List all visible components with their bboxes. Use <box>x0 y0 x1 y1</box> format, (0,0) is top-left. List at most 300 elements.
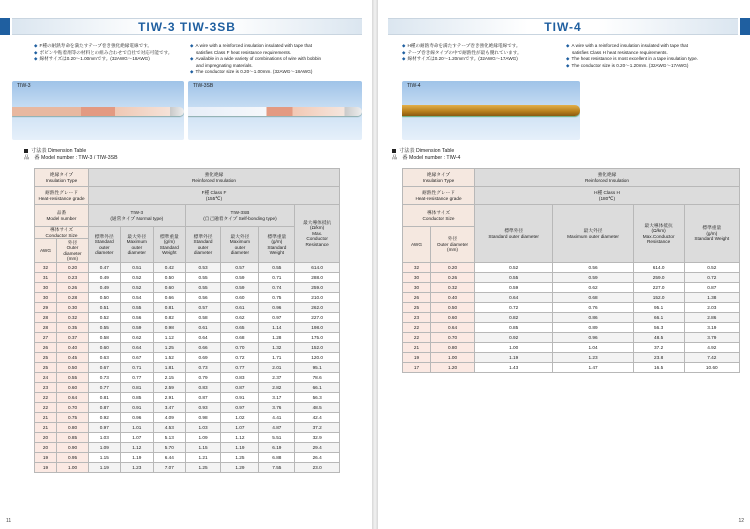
table-row <box>403 343 740 353</box>
cell-outer-diameter: 0.30 <box>57 303 89 313</box>
cell-value: 0.50 <box>89 293 121 303</box>
cell-value: 0.73 <box>89 373 121 383</box>
cell-outer-diameter: 0.32 <box>57 313 89 323</box>
cell-value: 3.76 <box>259 403 295 413</box>
wire-image <box>188 107 362 116</box>
cell-outer-diameter: 0.55 <box>57 373 89 383</box>
note-en-1: A wire with a reinforced insulation insulated with tape that <box>195 43 312 48</box>
cell-value: 0.74 <box>259 283 295 293</box>
hdr-insulation-value: 強化絶縁 Reinforced Insulation <box>475 169 740 187</box>
cell-value: 614.0 <box>295 263 340 273</box>
cell-value: 0.85 <box>475 323 553 333</box>
model-line: 品 番 Model number : TIW-3 / TIW-3SB <box>24 155 118 161</box>
table-row <box>403 323 740 333</box>
cell-value: 4.53 <box>154 423 186 433</box>
cell-value: 1.09 <box>185 433 221 443</box>
cell-awg: 20 <box>35 443 57 453</box>
cell-value: 0.76 <box>553 303 633 313</box>
cell-outer-diameter: 0.70 <box>57 403 89 413</box>
cell-outer-diameter: 0.85 <box>57 433 89 443</box>
model-line: 品 番 Model number : TIW-4 <box>392 155 461 161</box>
cell-value: 3.19 <box>684 323 739 333</box>
table-row <box>35 413 340 423</box>
cell-value: 0.72 <box>475 303 553 313</box>
cell-value: 32.9 <box>295 433 340 443</box>
cell-value: 0.79 <box>185 373 221 383</box>
cell-value: 1.47 <box>553 363 633 373</box>
cell-value: 0.52 <box>120 273 153 283</box>
table-row <box>403 363 740 373</box>
cell-value: 0.59 <box>221 283 259 293</box>
cell-value: 198.0 <box>295 323 340 333</box>
cell-value: 0.77 <box>89 383 121 393</box>
hdr-std-od-b: 標準外径 Standard outer diameter <box>185 227 221 263</box>
cell-value: 0.91 <box>120 403 153 413</box>
cell-awg: 22 <box>403 323 431 333</box>
cell-value: 37.2 <box>295 423 340 433</box>
photo-caption: TIW-3SB <box>193 83 214 89</box>
cell-value: 0.97 <box>221 403 259 413</box>
note-jp-1: F種の耐熱寿命を満たすテープ巻き強化絶縁電線です。 <box>39 43 153 48</box>
cell-value: 0.92 <box>475 333 553 343</box>
hdr-model: 品番 Model number <box>35 205 89 227</box>
cell-outer-diameter: 0.80 <box>431 343 475 353</box>
table-row <box>35 463 340 473</box>
cell-value: 0.58 <box>185 313 221 323</box>
cell-value: 1.12 <box>154 333 186 343</box>
table-heading-left <box>24 148 118 162</box>
cell-value: 2.03 <box>684 303 739 313</box>
cell-value: 1.09 <box>89 443 121 453</box>
cell-value: 0.56 <box>185 293 221 303</box>
cell-value: 0.57 <box>185 303 221 313</box>
cell-value: 2.82 <box>259 383 295 393</box>
cell-awg: 27 <box>35 333 57 343</box>
note-jp-1: H種の耐熱寿命を満たすテープ巻き強化絶縁電線です。 <box>407 43 521 48</box>
page-number-right: 12 <box>738 518 744 524</box>
table-row <box>35 273 340 283</box>
photo-tiw4 <box>402 81 580 140</box>
cell-value: 95.1 <box>633 303 684 313</box>
cell-outer-diameter: 0.50 <box>431 303 475 313</box>
page-number-left: 11 <box>6 518 12 524</box>
cell-value: 259.0 <box>633 273 684 283</box>
cell-outer-diameter: 0.64 <box>431 323 475 333</box>
cell-value: 0.67 <box>120 353 153 363</box>
wire-image <box>12 107 184 116</box>
cell-outer-diameter: 0.23 <box>57 273 89 283</box>
cell-value: 56.3 <box>295 393 340 403</box>
cell-awg: 28 <box>35 313 57 323</box>
cell-value: 5.13 <box>154 433 186 443</box>
cell-value: 0.98 <box>154 323 186 333</box>
cell-outer-diameter: 0.20 <box>431 263 475 273</box>
photo-caption: TIW-3 <box>17 83 31 89</box>
table-row <box>403 293 740 303</box>
cell-value: 1.25 <box>154 343 186 353</box>
cell-value: 0.55 <box>475 273 553 283</box>
cell-value: 2.01 <box>259 363 295 373</box>
cell-value: 0.89 <box>553 323 633 333</box>
cell-value: 1.19 <box>89 463 121 473</box>
cell-value: 0.65 <box>221 323 259 333</box>
cell-value: 0.87 <box>89 403 121 413</box>
cell-value: 227.0 <box>633 283 684 293</box>
table-row <box>35 303 340 313</box>
cell-awg: 28 <box>35 323 57 333</box>
cell-value: 1.03 <box>89 433 121 443</box>
cell-value: 0.71 <box>120 363 153 373</box>
note-en-1: A wire with a reinforced insulation insulated with tape that <box>571 43 688 48</box>
cell-value: 4.09 <box>154 413 186 423</box>
hdr-weight: 標準重量 (g/m) Standard Weight <box>684 205 739 263</box>
cell-value: 23.8 <box>633 353 684 363</box>
cell-value: 6.19 <box>259 443 295 453</box>
cell-value: 0.70 <box>221 343 259 353</box>
cell-outer-diameter: 1.00 <box>431 353 475 363</box>
hdr-weight-b: 標準重量 (g/m) Standard Weight <box>259 227 295 263</box>
right-page <box>378 0 750 529</box>
cell-value: 0.52 <box>89 313 121 323</box>
cell-value: 1.52 <box>154 353 186 363</box>
cell-value: 0.71 <box>259 273 295 283</box>
hdr-outer-diameter: 外径 Outer diameter (mm) <box>431 227 475 263</box>
cell-value: 1.07 <box>221 423 259 433</box>
dimension-table-right <box>402 168 740 373</box>
cell-awg: 30 <box>35 283 57 293</box>
cell-value: 0.47 <box>89 263 121 273</box>
table-row <box>35 353 340 363</box>
cell-value: 1.04 <box>553 343 633 353</box>
cell-value: 0.52 <box>684 263 739 273</box>
table-row <box>35 363 340 373</box>
cell-value: 6.44 <box>154 453 186 463</box>
cell-value: 2.59 <box>154 383 186 393</box>
table-row <box>35 453 340 463</box>
hdr-insulation-value: 強化絶縁 Reinforced Insulation <box>89 169 340 187</box>
cell-value: 66.1 <box>633 313 684 323</box>
cell-awg: 26 <box>35 343 57 353</box>
table-row <box>35 423 340 433</box>
cell-outer-diameter: 0.64 <box>57 393 89 403</box>
cell-awg: 31 <box>35 273 57 283</box>
table-row <box>35 383 340 393</box>
cell-value: 0.82 <box>154 313 186 323</box>
cell-awg: 22 <box>35 393 57 403</box>
cell-value: 1.02 <box>221 413 259 423</box>
note-jp-2: テープ巻き線タイプの中で耐熱性が最も優れています。 <box>407 49 522 55</box>
cell-value: 2.86 <box>684 313 739 323</box>
cell-value: 0.96 <box>553 333 633 343</box>
cell-value: 16.5 <box>633 363 684 373</box>
cell-awg: 21 <box>35 423 57 433</box>
note-en-3: The heat resistance is most excellent in a tape insulation type. <box>571 56 698 62</box>
hdr-outer-diameter: 外径 Outer diameter (mm) <box>57 239 89 263</box>
note-jp-3: 線材サイズは0.20～1.00mmです。(32AWG～18AWG) <box>39 56 150 62</box>
cell-value: 0.96 <box>259 303 295 313</box>
cell-value: 0.50 <box>154 273 186 283</box>
cell-value: 0.53 <box>185 263 221 273</box>
table-row <box>35 443 340 453</box>
dimension-table-left <box>34 168 340 473</box>
cell-awg: 32 <box>35 263 57 273</box>
cell-value: 259.0 <box>295 283 340 293</box>
cell-outer-diameter: 0.60 <box>57 383 89 393</box>
cell-value: 95.1 <box>295 363 340 373</box>
cell-value: 0.62 <box>553 283 633 293</box>
cell-outer-diameter: 0.70 <box>431 333 475 343</box>
cell-value: 0.98 <box>185 413 221 423</box>
cell-outer-diameter: 0.75 <box>57 413 89 423</box>
cell-value: 42.4 <box>295 413 340 423</box>
cell-value: 0.72 <box>684 273 739 283</box>
cell-value: 175.0 <box>295 333 340 343</box>
cell-value: 0.60 <box>89 343 121 353</box>
cell-value: 48.5 <box>295 403 340 413</box>
cell-value: 0.85 <box>120 393 153 403</box>
cell-awg: 17 <box>403 363 431 373</box>
cell-value: 0.62 <box>221 313 259 323</box>
cell-value: 10.60 <box>684 363 739 373</box>
cell-value: 1.07 <box>120 433 153 443</box>
cell-awg: 20 <box>35 433 57 443</box>
note-en-4: and impregnating materials. <box>196 62 253 68</box>
table-title: 寸法表 Dimension Table <box>31 148 87 154</box>
cell-value: 0.83 <box>221 373 259 383</box>
cell-value: 0.64 <box>185 333 221 343</box>
cell-value: 7.07 <box>154 463 186 473</box>
cell-outer-diameter: 0.28 <box>57 293 89 303</box>
cell-value: 0.55 <box>120 303 153 313</box>
cell-value: 152.0 <box>633 293 684 303</box>
table-row <box>35 393 340 403</box>
cell-value: 1.12 <box>221 433 259 443</box>
cell-value: 1.21 <box>185 453 221 463</box>
hdr-resistance: 最大導体抵抗 (Ω/km) Max. Conductor Resistance <box>295 205 340 263</box>
cell-awg: 32 <box>403 263 431 273</box>
cell-awg: 30 <box>403 273 431 283</box>
cell-value: 0.63 <box>89 353 121 363</box>
cell-value: 26.4 <box>295 453 340 463</box>
note-en-4: The conductor size is 0.20～1.20mm. (32AWG～17AWG) <box>571 62 689 68</box>
cell-value: 7.42 <box>684 353 739 363</box>
cell-value: 0.72 <box>221 353 259 363</box>
cell-value: 0.86 <box>553 313 633 323</box>
cell-value: 1.19 <box>120 453 153 463</box>
hdr-conductor-size: 導体サイズ Conductor Size <box>35 227 89 239</box>
cell-outer-diameter: 0.90 <box>57 443 89 453</box>
hdr-max-od-b: 最大外径 Maximum outer diameter <box>221 227 259 263</box>
table-row <box>403 283 740 293</box>
cell-value: 0.81 <box>154 303 186 313</box>
cell-value: 1.00 <box>475 343 553 353</box>
cell-value: 1.14 <box>259 323 295 333</box>
hdr-awg: AWG <box>403 227 431 263</box>
cell-value: 0.59 <box>475 283 553 293</box>
cell-value: 0.87 <box>221 383 259 393</box>
hdr-std-od-a: 標準外径 Standard outer diameter <box>89 227 121 263</box>
cell-value: 1.25 <box>185 463 221 473</box>
cell-value: 0.87 <box>684 283 739 293</box>
page-title-right: TIW-4 <box>388 18 738 35</box>
cell-outer-diameter: 1.20 <box>431 363 475 373</box>
table-row <box>403 273 740 283</box>
cell-awg: 25 <box>35 353 57 363</box>
notes-en-left: ◆ A wire with a reinforced insulation insulated with tape that satisfies Class F heat resistance requirements. ◆ Available in a wide variety of combinations of wire with bobbin and impregnating materials. ◆ The conductor size is 0.20～1.00mm. (32AWG～18AWG) <box>190 43 366 76</box>
hdr-max-od: 最大外径 Maximum outer diameter <box>553 205 633 263</box>
cell-awg: 26 <box>403 293 431 303</box>
hdr-model-tiw3: TIW-3 (通常タイプ Normal type) <box>89 205 186 227</box>
cell-awg: 23 <box>403 313 431 323</box>
cell-value: 1.03 <box>185 423 221 433</box>
note-en-2: satisfies Class H heat resistance requirements. <box>572 49 668 55</box>
cell-outer-diameter: 0.60 <box>431 313 475 323</box>
table-title: 寸法表 Dimension Table <box>399 148 455 154</box>
cell-awg: 24 <box>35 373 57 383</box>
cell-value: 1.81 <box>154 363 186 373</box>
cell-value: 0.49 <box>89 283 121 293</box>
notes-jp-left: ◆ F種の耐熱寿命を満たすテープ巻き強化絶縁電線です。 ◆ ボビンや粘着剤等の材料との組み合わせで自社で対応可能です。 ◆ 線材サイズは0.20～1.00mmです。(32AWG～18AWG) <box>34 43 173 62</box>
cell-outer-diameter: 0.32 <box>431 283 475 293</box>
cell-value: 7.55 <box>259 463 295 473</box>
cell-value: 0.57 <box>221 263 259 273</box>
notes-jp-right: ◆ H種の耐熱寿命を満たすテープ巻き強化絶縁電線です。 ◆ テープ巻き線タイプの中で耐熱性が最も優れています。 ◆ 線材サイズは0.20～1.20mmです。(32AWG～17AWG) <box>402 43 522 62</box>
hdr-grade-value: H種 Class H (180℃) <box>475 187 740 205</box>
cell-outer-diameter: 0.26 <box>57 283 89 293</box>
cell-value: 1.23 <box>120 463 153 473</box>
table-row <box>403 303 740 313</box>
table-row <box>35 433 340 443</box>
cell-value: 3.47 <box>154 403 186 413</box>
cell-value: 0.42 <box>154 263 186 273</box>
hdr-model-tiw3sb: TIW-3SB (自己融着タイプ Self-bonding type) <box>185 205 295 227</box>
cell-value: 5.51 <box>259 433 295 443</box>
page-title-left: TIW-3 TIW-3SB <box>12 18 362 35</box>
cell-value: 0.49 <box>89 273 121 283</box>
cell-value: 2.37 <box>259 373 295 383</box>
cell-value: 227.0 <box>295 313 340 323</box>
cell-value: 0.68 <box>221 333 259 343</box>
cell-value: 1.15 <box>89 453 121 463</box>
cell-value: 1.23 <box>553 353 633 363</box>
table-row <box>35 403 340 413</box>
photo-tiw3 <box>12 81 184 140</box>
hdr-grade-value: F種 Class F (155℃) <box>89 187 340 205</box>
cell-value: 0.59 <box>553 273 633 283</box>
table-row <box>35 323 340 333</box>
cell-value: 4.92 <box>684 343 739 353</box>
cell-value: 0.59 <box>221 273 259 283</box>
cell-awg: 21 <box>403 343 431 353</box>
cell-value: 1.01 <box>120 423 153 433</box>
hdr-grade: 耐熱性グレード Heat-resistance grade <box>35 187 89 205</box>
cell-value: 4.87 <box>259 423 295 433</box>
cell-value: 0.81 <box>89 393 121 403</box>
hdr-weight-a: 標準重量 (g/m) Standard Weight <box>154 227 186 263</box>
cell-value: 0.92 <box>89 413 121 423</box>
cell-value: 0.77 <box>120 373 153 383</box>
cell-outer-diameter: 0.40 <box>57 343 89 353</box>
cell-value: 0.96 <box>120 413 153 423</box>
cell-value: 2.15 <box>154 373 186 383</box>
hdr-resistance: 最大導体抵抗 (Ω/km) Max.Conductor Resistance <box>633 205 684 263</box>
cell-value: 23.0 <box>295 463 340 473</box>
cell-awg: 23 <box>35 383 57 393</box>
cell-awg: 29 <box>35 303 57 313</box>
table-row <box>35 313 340 323</box>
cell-outer-diameter: 0.50 <box>57 363 89 373</box>
cell-value: 3.79 <box>684 333 739 343</box>
hdr-conductor-size: 導体サイズ Conductor Size <box>403 205 475 227</box>
cell-awg: 30 <box>35 293 57 303</box>
cell-value: 1.15 <box>185 443 221 453</box>
note-en-2: satisfies Class F heat resistance requirements. <box>196 49 292 55</box>
cell-value: 0.52 <box>120 283 153 293</box>
cell-awg: 21 <box>35 413 57 423</box>
cell-value: 56.3 <box>633 323 684 333</box>
cell-value: 0.97 <box>259 313 295 323</box>
cell-awg: 25 <box>403 303 431 313</box>
cell-value: 37.2 <box>633 343 684 353</box>
table-row <box>403 333 740 343</box>
cell-outer-diameter: 1.00 <box>57 463 89 473</box>
cell-value: 1.32 <box>259 343 295 353</box>
cell-value: 0.66 <box>185 343 221 353</box>
cell-value: 0.93 <box>185 403 221 413</box>
cell-awg: 25 <box>35 363 57 373</box>
cell-awg: 19 <box>35 453 57 463</box>
cell-outer-diameter: 0.37 <box>57 333 89 343</box>
cell-value: 0.52 <box>475 263 553 273</box>
hdr-grade: 耐熱性グレード Heat-resistance grade <box>403 187 475 205</box>
note-jp-3: 線材サイズは0.20～1.20mmです。(32AWG～17AWG) <box>407 56 518 62</box>
photo-tiw3sb <box>188 81 362 140</box>
table-row <box>35 343 340 353</box>
table-row <box>403 263 740 273</box>
cell-outer-diameter: 0.20 <box>57 263 89 273</box>
cell-awg: 19 <box>403 353 431 363</box>
cell-value: 1.43 <box>475 363 553 373</box>
cell-value: 0.56 <box>553 263 633 273</box>
cell-value: 0.81 <box>120 383 153 393</box>
hdr-max-od-a: 最大外径 Maximum outer diameter <box>120 227 153 263</box>
cell-value: 4.41 <box>259 413 295 423</box>
cell-value: 0.58 <box>89 333 121 343</box>
cell-value: 1.28 <box>259 333 295 343</box>
table-row <box>35 333 340 343</box>
cell-value: 0.73 <box>185 363 221 373</box>
cell-outer-diameter: 0.80 <box>57 423 89 433</box>
cell-value: 0.75 <box>259 293 295 303</box>
cell-value: 0.77 <box>221 363 259 373</box>
cell-value: 0.51 <box>89 303 121 313</box>
title-tab-right <box>740 18 750 35</box>
cell-value: 262.0 <box>295 303 340 313</box>
cell-value: 1.12 <box>120 443 153 453</box>
cell-awg: 22 <box>403 333 431 343</box>
cell-value: 152.0 <box>295 343 340 353</box>
cell-value: 0.55 <box>89 323 121 333</box>
cell-outer-diameter: 0.45 <box>57 353 89 363</box>
hdr-insulation-type: 絶縁タイプ Insulation Type <box>403 169 475 187</box>
cell-value: 48.5 <box>633 333 684 343</box>
table-row <box>35 293 340 303</box>
cell-outer-diameter: 0.26 <box>431 273 475 283</box>
cell-awg: 30 <box>403 283 431 293</box>
cell-value: 0.55 <box>259 263 295 273</box>
cell-value: 1.29 <box>221 463 259 473</box>
cell-value: 6.88 <box>259 453 295 463</box>
